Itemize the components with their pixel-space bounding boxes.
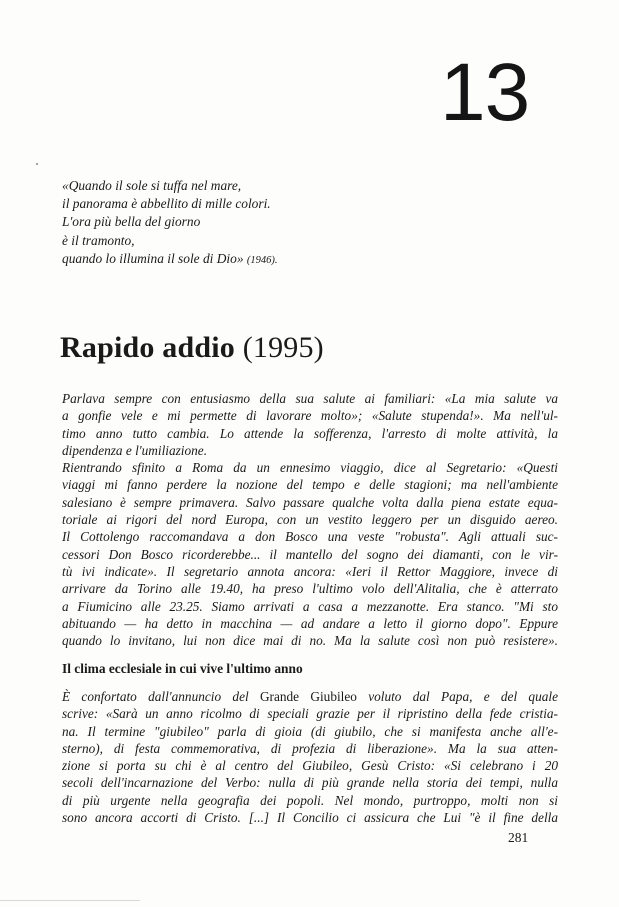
epigraph-line: quando lo illumina il sole di Dio» [62, 250, 244, 266]
text-line: secoli dell'incarnazione del Verbo: nulla di più grande nella storia dei tempi, nulla [62, 775, 558, 791]
chapter-title-year: (1995) [242, 331, 324, 364]
text-line: tù ivi indicate». Il segretario annota ancora: «Ieri il Rettor Maggiore, invece di [62, 563, 558, 579]
text-line: sterno), di festa commemorativa, di profezia di liberazione». Ma la sua atten- [62, 740, 558, 756]
epigraph-line: il panorama è abbellito di mille colori. [62, 196, 271, 212]
epigraph-line: L'ora più bella del giorno [62, 214, 201, 230]
text-line: a gonfie vele e mi permette di lavorare molto»; «Salute stupenda!». Ma nell'ul- [62, 408, 558, 424]
epigraph-line: «Quando il sole si tuffa nel mare, [62, 178, 242, 193]
text-line: Parlava sempre con entusiasmo della sua salute ai familiari: «La mia salute va [62, 391, 558, 406]
text-segment: voluto dal Papa, e del quale [356, 689, 558, 704]
text-line: Il Cottolengo raccomandava a don Bosco una veste "robusta". Agli attuali suc- [62, 529, 558, 545]
text-segment-roman: Grande Giubileo [259, 689, 357, 704]
section-heading: Il clima ecclesiale in cui vive l'ultimo anno [62, 661, 303, 676]
text-line: timo anno tutto cambia. Lo attende la sofferenza, l'arresto di molte attività, la [62, 425, 558, 441]
text-line: abituando — ha detto in macchina — ad andare a letto il giorno dopo". Eppure [62, 615, 558, 631]
text-line: Rientrando sfinito a Roma da un ennesimo viaggio, dice al Segretario: «Questi [62, 460, 558, 476]
chapter-number: 13 [440, 47, 530, 138]
section-paragraph [62, 688, 558, 826]
text-line: dipendenza e l'umiliazione. [62, 442, 208, 458]
intro-paragraphs [62, 390, 558, 649]
text-line: di più urgente nella geografia dei popoli. Nel mondo, purtroppo, molti non si [62, 792, 558, 808]
chapter-title-main: Rapido addio [60, 331, 235, 364]
text-line: zione si porta su chi è al centro del Giubileo, Gesù Cristo: «Si celebrano i 20 [62, 758, 558, 774]
text-segment: È confortato dall'annuncio del [62, 689, 260, 704]
text-line: toriale ai rigori del nord Europa, con un vestito leggero per un disguido aereo. [62, 512, 558, 528]
text-line: sono ancora accorti di Cristo. [...] Il Concilio ci assicura che Lui "è il fine della [62, 810, 558, 826]
text-line: cessori Don Bosco ricorderebbe... il mantello del sogno dei diamanti, con le vir- [62, 546, 558, 562]
text-line: scrive: «Sarà un anno ricolmo di speciali grazie per il ripristino della fede cristia- [62, 706, 558, 722]
epigraph-line: è il tramonto, [62, 232, 135, 248]
text-line: viaggi mi fanno perdere la nozione del tempo e delle stagioni; ma nell'ambiente [62, 477, 558, 493]
chapter-title [60, 333, 324, 363]
text-line: arrivare da Torino alle 19.40, ha preso l'ultimo volo dell'Alitalia, che è atterrato [62, 581, 558, 597]
text-line: salesiano è sempre primavera. Salvo passare qualche volta dalla piena estate equa- [62, 494, 558, 510]
epigraph [62, 177, 482, 270]
text-line: a Fiumicino alle 23.25. Siamo arrivati a casa a mezzanotte. Era stanco. "Mi sto [62, 598, 558, 614]
margin-dot [36, 163, 38, 165]
text-line: quando lo invitano, lui non dice mai di no. Ma la salute così non può resistere». [62, 633, 558, 649]
epigraph-year: (1946). [246, 254, 278, 266]
page-number: 281 [508, 830, 529, 845]
epigraph-line-last [62, 250, 482, 270]
bottom-rule [0, 900, 140, 901]
text-line [62, 688, 558, 705]
text-line: na. Il termine "giubileo" parla di gioia (di giubilo, che si manifesta anche all'e- [62, 723, 558, 739]
